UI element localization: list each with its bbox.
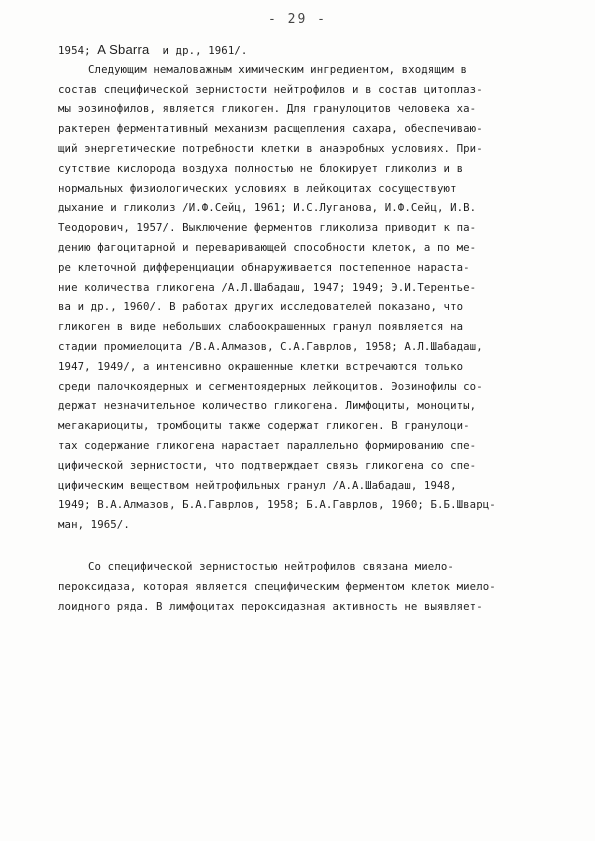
stamped-author-name: A Sbarra xyxy=(97,42,150,57)
text-line xyxy=(58,40,558,60)
text-line: мы эозинофилов, является гликоген. Для гранулоцитов человека ха- xyxy=(58,102,477,116)
text-line: Со специфической зернистостью нейтрофилов связана миело- xyxy=(88,559,454,573)
text-fragment: и др., 1961/. xyxy=(149,44,248,57)
text-line: держат незначительное количество гликогена. Лимфоциты, моноциты, xyxy=(58,399,477,413)
text-line: дыхание и гликолиз /И.Ф.Сейц, 1961; И.С.Луганова, И.Ф.Сейц, И.В. xyxy=(58,201,477,215)
text-line: стадии промиелоцита /В.А.Алмазов, С.А.Гаврлов, 1958; А.Л.Шабадаш, xyxy=(58,339,483,353)
text-line: цифической зернистости, что подтверждает связь гликогена со спе- xyxy=(58,458,477,472)
text-line: сутствие кислорода воздуха полностью не блокирует гликолиз и в xyxy=(58,161,464,175)
text-line: ние количества гликогена /А.Л.Шабадаш, 1947; 1949; Э.И.Терентье- xyxy=(58,280,477,294)
text-line: щий энергетические потребности клетки в анаэробных условиях. При- xyxy=(58,141,483,155)
text-line: гликоген в виде небольших слабоокрашенных гранул появляется на xyxy=(58,320,464,334)
text-fragment: 1954; xyxy=(58,44,98,57)
text-line: ва и др., 1960/. В работах других исследователей показано, что xyxy=(58,300,464,314)
text-line: пероксидаза, которая является специфическим ферментом клеток миело- xyxy=(58,579,496,593)
text-line: лоидного ряда. В лимфоцитах пероксидазная активность не выявляет- xyxy=(58,599,483,613)
text-line: среди палочкоядерных и сегментоядерных лейкоцитов. Эозинофилы со- xyxy=(58,379,483,393)
text-line: 1947, 1949/, а интенсивно окрашенные клетки встречаются только xyxy=(58,359,464,373)
body-text xyxy=(58,40,558,616)
text-line: тах содержание гликогена нарастает параллельно формированию спе- xyxy=(58,438,477,452)
text-line: цифическим веществом нейтрофильных гранул /А.А.Шабадаш, 1948, xyxy=(58,478,457,492)
page-number: - 29 - xyxy=(268,12,327,27)
text-line: ре клеточной дифференциации обнаруживается постепенное нараста- xyxy=(58,260,470,274)
paragraph-gap xyxy=(58,535,558,557)
text-line: рактерен ферментативный механизм расщепления сахара, обеспечиваю- xyxy=(58,122,483,136)
text-line: состав специфической зернистости нейтрофилов и в состав цитоплаз- xyxy=(58,82,483,96)
text-line: Теодорович, 1957/. Выключение ферментов гликолиза приводит к па- xyxy=(58,221,477,235)
text-line: 1949; В.А.Алмазов, Б.А.Гаврлов, 1958; Б.А.Гаврлов, 1960; Б.Б.Шварц- xyxy=(58,498,496,512)
text-line: мегакариоциты, тромбоциты также содержат гликоген. В гранулоци- xyxy=(58,419,470,433)
text-line: Следующим немаловажным химическим ингредиентом, входящим в xyxy=(88,62,467,76)
text-line: нормальных физиологических условиях в лейкоцитах сосуществуют xyxy=(58,181,457,195)
text-line: ман, 1965/. xyxy=(58,518,130,532)
text-line: дению фагоцитарной и переваривающей способности клеток, а по ме- xyxy=(58,240,477,254)
